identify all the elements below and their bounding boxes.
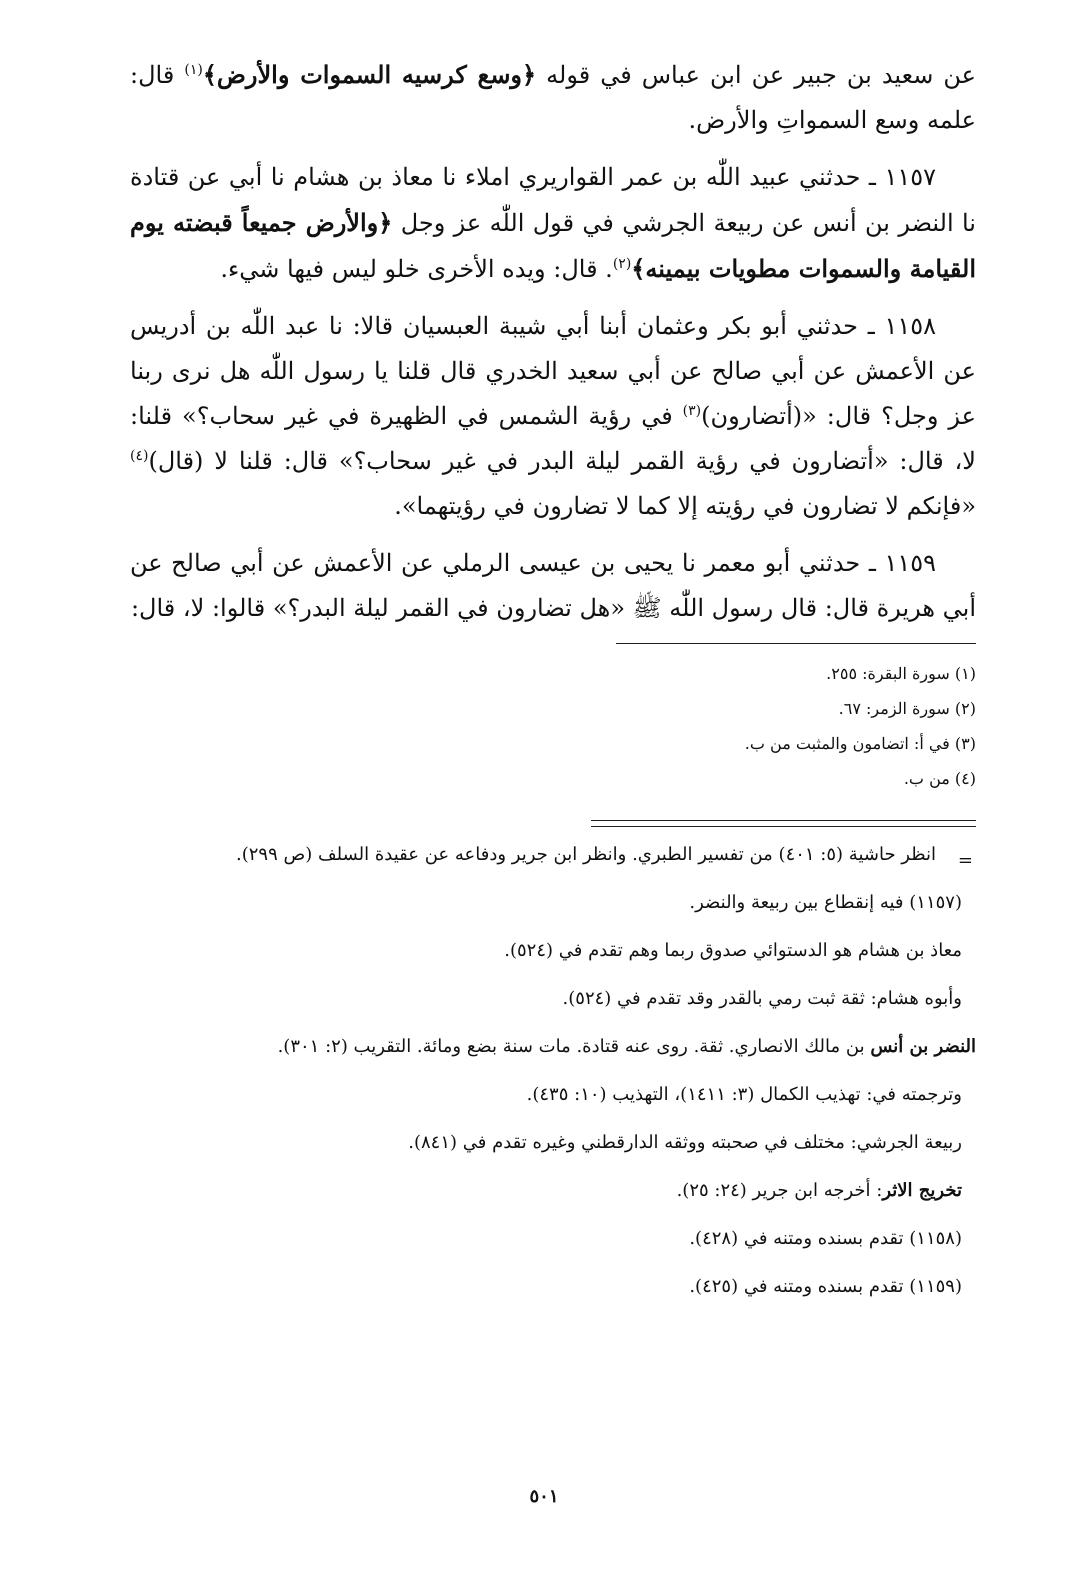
footnote: (٣) في أ: اتضامون والمثبت من ب. [744, 734, 976, 753]
footnote: (١) سورة البقرة: ٢٥٥. [826, 664, 976, 683]
footnote: (٢) سورة الزمر: ٦٧. [838, 699, 976, 718]
text: قال: علمه وسع السمواتِ والأرض. [130, 61, 976, 134]
footnotes [376, 656, 976, 796]
note: ربيعة الجرشي: مختلف في صحبته ووثقه الدارقطني وغيره تقدم في (٨٤١). [408, 1132, 962, 1153]
quran-quote: ﴿وسع كرسيه السموات والأرض﴾ [202, 60, 537, 89]
continuation-mark: = [957, 850, 973, 871]
footnote-ref: (١) [184, 62, 203, 78]
note: (١١٥٨) تقدم بسنده ومتنه في (٤٢٨). [689, 1228, 962, 1249]
note: معاذ بن هشام هو الدستوائي صدوق ربما وهم تقدم في (٥٢٤). [504, 940, 962, 961]
text: في رؤية الشمس في الظهيرة في غير سحاب؟» قلنا: لا، قال: «أتضارون في رؤية القمر ليلة البدر في غير سحاب؟» قال: قلنا لا (قال) [130, 402, 976, 475]
text: «فإنكم لا تضارون في رؤيته إلا كما لا تضارون في رؤيتهما». [394, 492, 976, 520]
notes-divider [591, 820, 976, 827]
note: انظر حاشية (٥: ٤٠١) من تفسير الطبري. وانظر ابن جرير ودفاعه عن عقيدة السلف (ص ٢٩٩). [235, 844, 936, 865]
footnote: (٤) من ب. [903, 769, 976, 788]
paragraph-opening [130, 52, 976, 143]
note [116, 1026, 976, 1068]
note [116, 1170, 976, 1212]
text: : أخرجه ابن جرير (٢٤: ٢٥). [676, 1180, 883, 1201]
text: بن مالك الانصاري. ثقة. روى عنه قتادة. مات سنة بضع ومائة. التقريب (٢: ٣٠١). [277, 1036, 871, 1057]
text: ١١٥٨ ـ حدثني أبو بكر وعثمان أبنا أبي شيبة العبسيان قالا: نا عبد اللّٰه بن أدريس عن الأعمش عن أبي صالح عن أبي سعيد الخدري قال قلنا يا رسول اللّٰه هل نرى ربنا عز وجل؟ قال: «(أتضارون) [130, 312, 976, 430]
footnote-ref: (٢) [612, 256, 632, 272]
hadith-1159: ١١٥٩ ـ حدثني أبو معمر نا يحيى بن عيسى الرملي عن الأعمش عن أبي صالح عن أبي هريرة قال: قال رسول اللّٰه ﷺ «هل تضارون في القمر ليلة البدر؟» قالوا: لا، قال: [130, 549, 976, 622]
hadith-1158 [130, 304, 976, 529]
note: (١١٥٧) فيه إنقطاع بين ربيعة والنضر. [689, 892, 962, 913]
note: وأبوه هشام: ثقة ثبت رمي بالقدر وقد تقدم في (٥٢٤). [562, 988, 962, 1009]
footnote-ref: (٣) [682, 403, 702, 419]
footnote-ref: (٤) [130, 448, 149, 464]
text: ١١٥٧ ـ حدثني عبيد اللّٰه بن عمر القواريري املاء نا معاذ بن هشام نا أبي عن قتادة نا النضر بن أنس عن ربيعة الجرشي في قول اللّٰه عز وجل [130, 163, 976, 237]
quran-quote: ﴿والأرض جميعاً قبضته يوم القيامة والسموات مطويات بيمينه﴾ [130, 208, 976, 283]
note-heading: النضر بن أنس [870, 1036, 976, 1057]
hadith-1157 [130, 155, 976, 292]
main-text [130, 52, 976, 643]
footnote-divider [616, 643, 976, 644]
note: (١١٥٩) تقدم بسنده ومتنه في (٤٢٥). [689, 1276, 962, 1297]
note-heading: تخريج الاثر [882, 1180, 962, 1201]
editor-notes [116, 834, 976, 1314]
text: . قال: ويده الأخرى خلو ليس فيها شيء. [220, 255, 613, 283]
note: وترجمته في: تهذيب الكمال (٣: ١٤١١)، التهذيب (١٠: ٤٣٥). [526, 1084, 962, 1105]
text: عن سعيد بن جبير عن ابن عباس في قوله [546, 61, 976, 89]
page-number: ٥٠١ [529, 1486, 559, 1507]
